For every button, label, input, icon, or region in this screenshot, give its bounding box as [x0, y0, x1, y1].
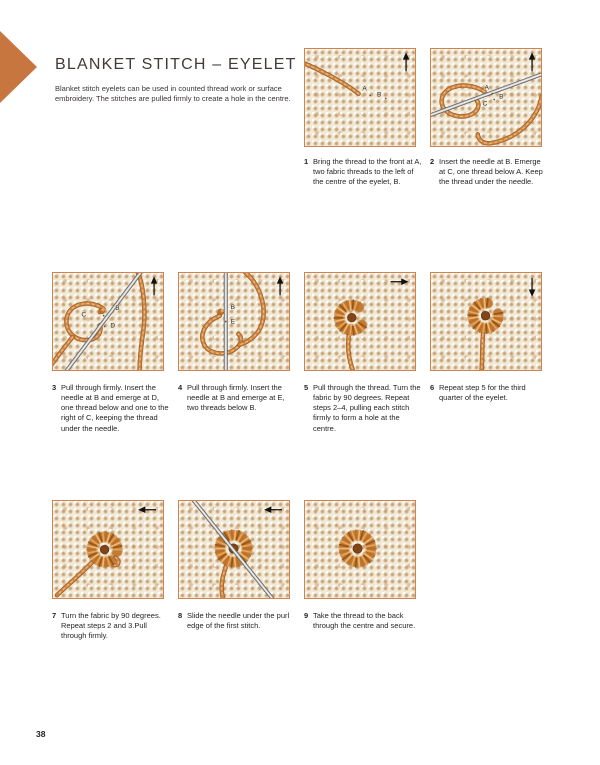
thread [239, 273, 263, 345]
eyelet-stitch [468, 298, 503, 333]
step-caption-text: Pull through firmly. Insert the needle at B and emerge at E, two threads below B. [187, 383, 285, 413]
orientation-arrow-left-icon [264, 506, 282, 513]
step-8-caption [178, 611, 296, 631]
step-caption-text: Insert the needle at B. Emerge at C, one thread below A. Keep the thread under the needle. [439, 157, 543, 187]
orientation-arrow-down-icon [529, 278, 536, 297]
page-title: BLANKET STITCH – EYELET [55, 55, 297, 73]
step-7-artwork [53, 501, 163, 598]
step-number: 8 [178, 611, 183, 620]
step-4-photo [178, 272, 290, 371]
step-9-caption [304, 611, 422, 631]
point-dot [104, 325, 106, 327]
point-label-A: A [362, 85, 367, 93]
point-dot [491, 93, 493, 95]
intro-paragraph: Blanket stitch eyelets can be used in counted thread work or surface embroidery. The stitches are pulled firmly to create a hole in the centre. [55, 83, 291, 103]
eyelet-hole [100, 545, 109, 554]
step-caption-text: Pull through firmly. Insert the needle at B and emerge at D, one thread below and one to the right of C, keeping the thread under the needle. [61, 383, 169, 433]
step-9-photo [304, 500, 416, 599]
point-dot [385, 98, 387, 100]
point-dot [103, 315, 105, 317]
step-7-photo [52, 500, 164, 599]
step-1-artwork [305, 49, 415, 146]
step-number: 2 [430, 157, 435, 166]
step-number: 6 [430, 383, 435, 392]
step-number: 3 [52, 383, 57, 392]
step-5-artwork [305, 273, 415, 370]
eyelet-hole [481, 311, 490, 320]
stitch-knot [217, 309, 224, 315]
step-1-caption [304, 157, 422, 187]
point-label-B: B [115, 304, 120, 312]
step-caption-text: Slide the needle under the purl edge of the first stitch. [187, 611, 290, 631]
point-dot [225, 321, 227, 323]
step-7-caption [52, 611, 170, 641]
point-label-A: A [484, 84, 489, 92]
step-2-caption [430, 157, 548, 187]
step-number: 1 [304, 157, 309, 166]
point-label-E: E [230, 318, 235, 326]
step-8-artwork [179, 501, 289, 598]
step-6-caption [430, 383, 548, 403]
step-5-photo [304, 272, 416, 371]
step-caption-text: Turn the fabric by 90 degrees. Repeat steps 2 and 3.Pull through firmly. [61, 611, 161, 641]
accent-triangle-icon [0, 31, 37, 103]
point-label-D: D [110, 322, 116, 330]
orientation-arrow-right-icon [391, 278, 409, 285]
step-caption-text: Bring the thread to the front at A, two fabric threads to the left of the centre of the eyelet, B. [313, 157, 422, 187]
step-2-photo [430, 48, 542, 147]
orientation-arrow-up-icon [529, 52, 536, 71]
point-dot [493, 99, 495, 101]
step-number: 4 [178, 383, 183, 392]
orientation-arrow-up-icon [403, 52, 410, 71]
point-label-B: B [499, 93, 504, 101]
orientation-arrow-up-icon [277, 276, 284, 295]
step-4-caption [178, 383, 296, 413]
point-label-B: B [230, 303, 235, 311]
step-2-artwork [431, 49, 541, 146]
step-5-caption [304, 383, 422, 434]
stitch-knot [98, 308, 105, 314]
step-caption-text: Take the thread to the back through the centre and secure. [313, 611, 416, 631]
point-dot [369, 95, 371, 97]
step-1-photo [304, 48, 416, 147]
page-number: 38 [36, 729, 46, 739]
eyelet-hole [347, 313, 356, 322]
eyelet-hole [353, 544, 362, 553]
orientation-arrow-left-icon [138, 506, 156, 513]
step-3-artwork [53, 273, 163, 370]
step-8-photo [178, 500, 290, 599]
step-caption-text: Repeat step 5 for the third quarter of the eyelet. [439, 383, 526, 403]
step-3-caption [52, 383, 170, 434]
eyelet-stitch [339, 530, 376, 567]
step-number: 7 [52, 611, 57, 620]
step-caption-text: Pull through the thread. Turn the fabric by 90 degrees. Repeat steps 2–4, pulling each stitch firmly to form a hole at the centre. [313, 383, 421, 433]
step-9-artwork [305, 501, 415, 598]
point-label-B: B [376, 91, 382, 99]
point-label-C: C [81, 311, 87, 319]
step-number: 9 [304, 611, 309, 620]
point-label-C: C [482, 100, 488, 108]
step-6-artwork [431, 273, 541, 370]
orientation-arrow-up-icon [151, 276, 158, 295]
eyelet-stitch [334, 300, 366, 335]
step-3-photo [52, 272, 164, 371]
step-6-photo [430, 272, 542, 371]
step-number: 5 [304, 383, 309, 392]
step-4-artwork [179, 273, 289, 370]
